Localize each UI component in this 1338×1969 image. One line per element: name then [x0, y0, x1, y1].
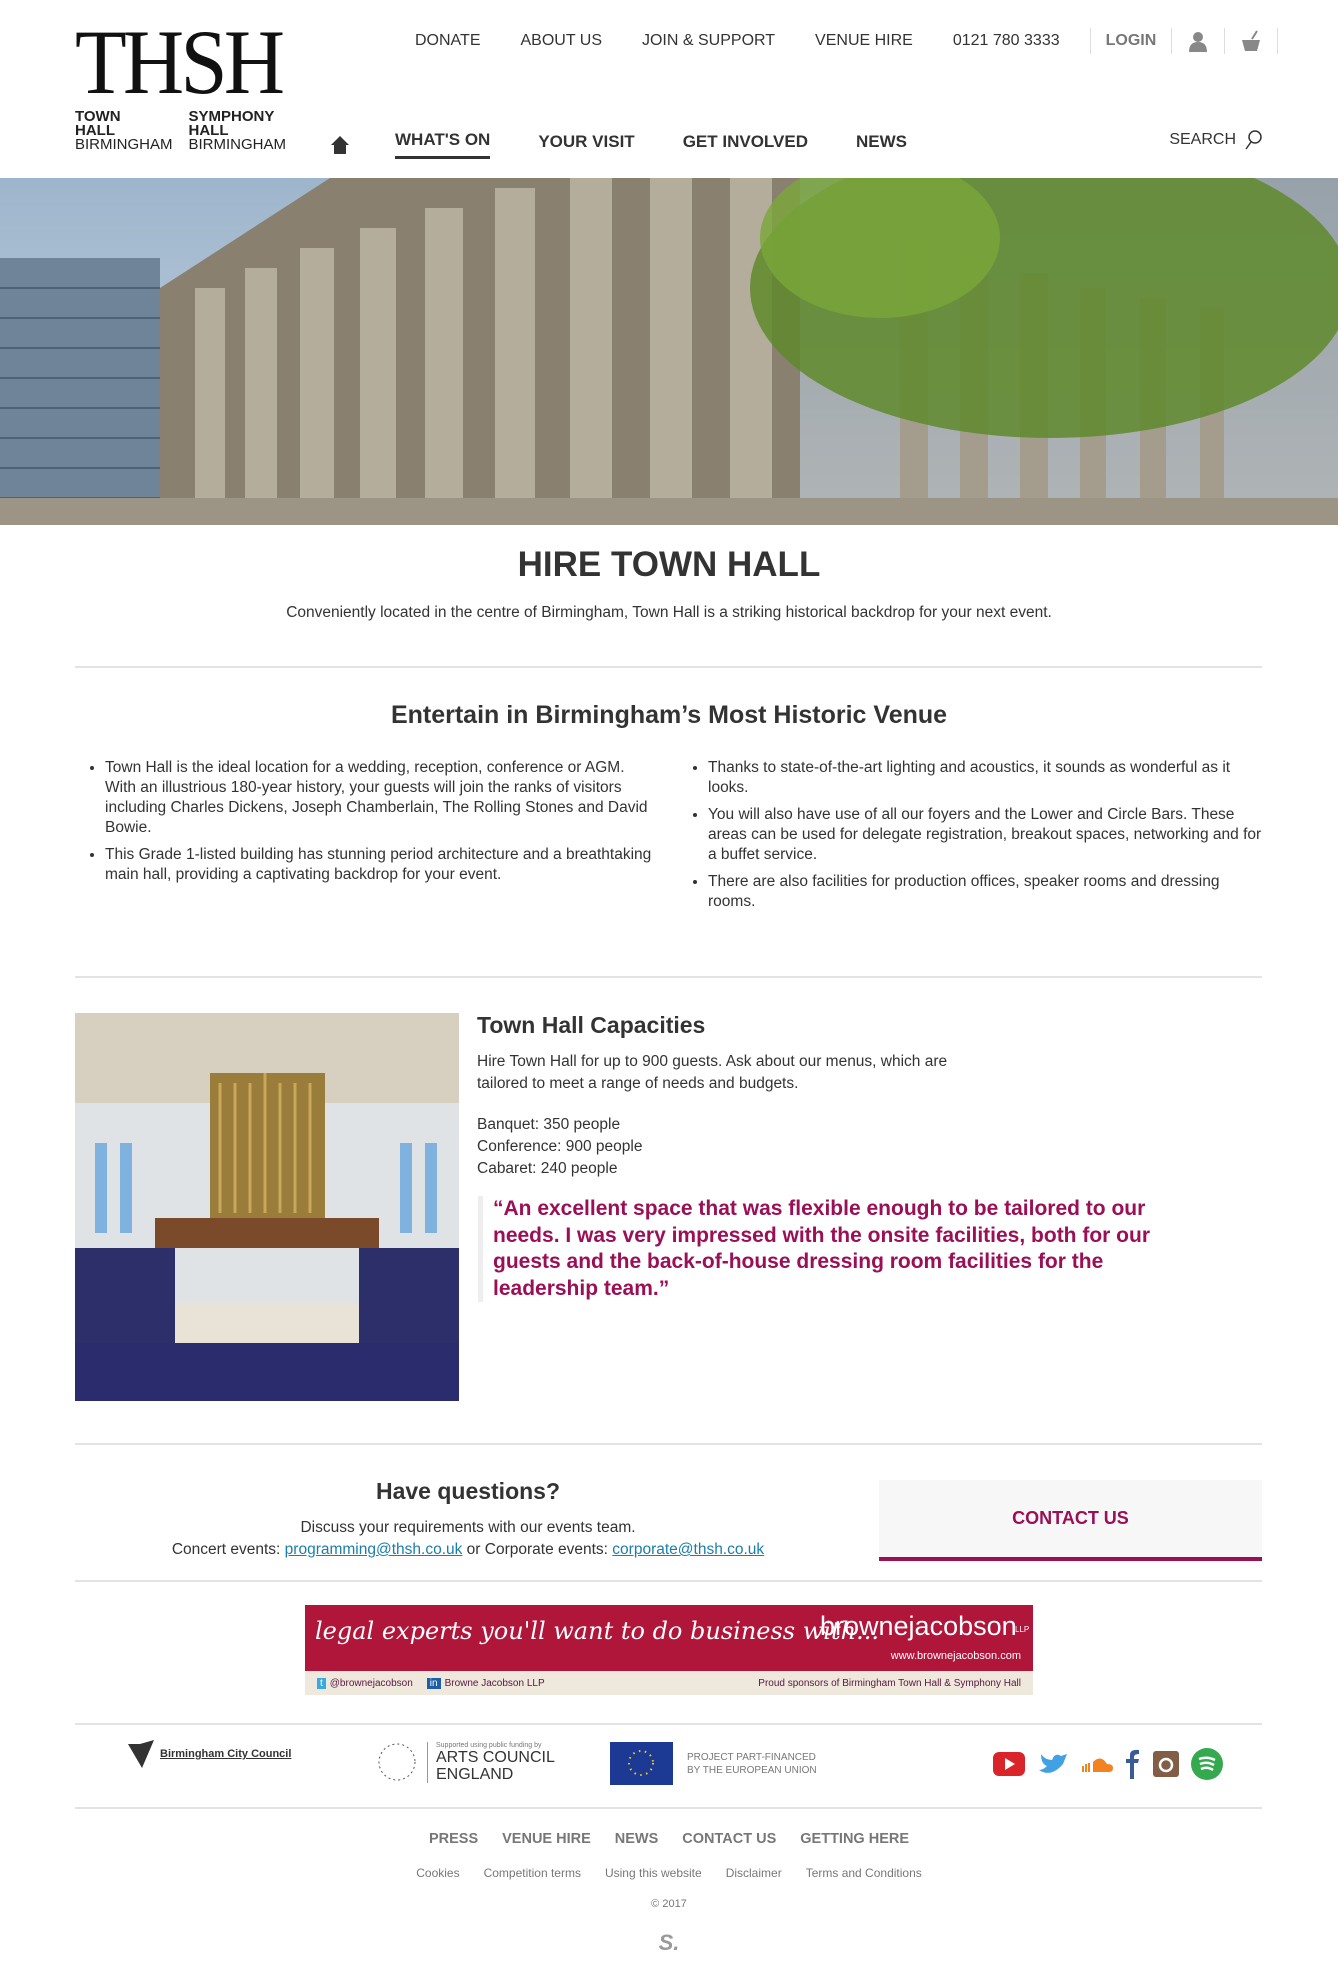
nav-venue-hire[interactable]: VENUE HIRE — [815, 32, 913, 49]
programming-email-link[interactable]: programming@thsh.co.uk — [284, 1541, 463, 1558]
footer-link-venue-hire[interactable]: VENUE HIRE — [502, 1831, 591, 1847]
list-item: • You will also have use of all our foyers and the Lower and Circle Bars. These areas can be used for delegate registration, breakout spaces, networking and for a buffet service. — [708, 805, 1268, 865]
page-title: HIRE TOWN HALL — [517, 545, 821, 584]
basket-icon[interactable] — [1240, 30, 1262, 52]
bcc-label: Birmingham City Council — [160, 1748, 292, 1760]
nav-get-involved[interactable]: GET INVOLVED — [682, 131, 808, 151]
nav-about[interactable]: ABOUT US — [520, 32, 602, 49]
hero-image-town-hall — [0, 178, 1338, 525]
spotify-icon[interactable] — [1191, 1748, 1223, 1780]
footer-nav — [0, 1831, 1338, 1847]
divider — [75, 666, 1262, 668]
footer-link-using-website[interactable]: Using this website — [604, 1866, 702, 1880]
sponsor-banner[interactable] — [305, 1605, 1033, 1695]
nav-join[interactable]: JOIN & SUPPORT — [641, 32, 776, 49]
list-item: • Thanks to state-of-the-art lighting and acoustics, it sounds as wonderful as it looks. — [708, 758, 1268, 798]
capacity-conference: Conference: 900 people — [477, 1138, 643, 1155]
logo-letters: THSH — [75, 11, 282, 113]
divider — [75, 1580, 1262, 1582]
ad-brand: brownejacobson — [820, 1611, 1017, 1641]
footer-legal-links — [0, 1866, 1338, 1880]
footer-link-getting-here[interactable]: GETTING HERE — [800, 1831, 910, 1847]
town-hall-facade-image — [0, 178, 1338, 525]
logo-birmingham: BIRMINGHAM — [75, 136, 173, 153]
divider — [1171, 28, 1172, 54]
youtube-icon[interactable] — [993, 1752, 1025, 1776]
divider — [75, 1723, 1262, 1725]
twitter-icon: t — [317, 1678, 326, 1689]
ace-line2: ENGLAND — [436, 1765, 514, 1783]
list-item: • This Grade 1-listed building has stunning period architecture and a breathtaking main hall, providing a captivating backdrop for your event. — [105, 845, 655, 885]
logo-hall: HALL — [75, 122, 115, 139]
instagram-icon[interactable] — [1153, 1751, 1179, 1777]
phone-number[interactable]: 0121 780 3333 — [952, 32, 1060, 49]
eu-line2: BY THE EUROPEAN UNION — [687, 1764, 817, 1776]
login-link[interactable]: LOGIN — [1105, 32, 1157, 49]
footer-link-cookies[interactable]: Cookies — [416, 1866, 460, 1880]
ad-tagline: legal experts you'll want to do business with... — [315, 1617, 879, 1645]
ace-line1: ARTS COUNCIL — [436, 1748, 555, 1766]
soundcloud-icon[interactable] — [1081, 1754, 1113, 1774]
corporate-email-link[interactable]: corporate@thsh.co.uk — [612, 1541, 765, 1558]
ad-sponsor: Proud sponsors of Birmingham Town Hall & Symphony Hall — [758, 1677, 1021, 1689]
questions-emails — [75, 1541, 861, 1559]
venue-heading: Entertain in Birmingham’s Most Historic Venue — [390, 701, 948, 729]
linkedin-icon: in — [427, 1678, 441, 1689]
concert-hall-interior-image — [75, 1013, 459, 1401]
search-icon — [1244, 130, 1262, 150]
user-icon[interactable] — [1187, 30, 1209, 52]
logo-symphony: SYMPHONY — [188, 108, 275, 125]
divider — [75, 1443, 1262, 1445]
nav-your-visit[interactable]: YOUR VISIT — [538, 131, 635, 151]
list-item: • Town Hall is the ideal location for a wedding, reception, conference or AGM. With an illustrious 180-year history, your guests will join the ranks of visitors including Charles Dickens, Joseph Chamberlain, The Rolling Stones and David Bowie. — [105, 758, 655, 838]
divider — [1090, 28, 1091, 54]
page-subtitle: Conveniently located in the centre of Birmingham, Town Hall is a striking historical backdrop for your next event. — [286, 604, 1052, 621]
divider — [1224, 28, 1225, 54]
divider — [75, 976, 1262, 978]
capacities-heading: Town Hall Capacities — [477, 1012, 706, 1038]
logo[interactable] — [75, 11, 295, 153]
concert-label: Concert events: — [171, 1541, 285, 1558]
footer-link-terms[interactable]: Terms and Conditions — [805, 1866, 922, 1880]
footer-link-competition[interactable]: Competition terms — [483, 1866, 581, 1880]
eu-line1: PROJECT PART-FINANCED — [687, 1751, 816, 1763]
divider — [75, 1807, 1262, 1809]
capacities-intro: Hire Town Hall for up to 900 guests. Ask about our menus, which are tailored to meet a range of needs and budgets. — [477, 1053, 948, 1092]
corporate-label: or Corporate events: — [462, 1541, 613, 1558]
facebook-icon[interactable] — [1125, 1749, 1141, 1779]
ad-linkedin: Browne Jacobson LLP — [444, 1677, 545, 1689]
search-label: SEARCH — [1169, 131, 1236, 148]
logo-town: TOWN — [75, 108, 121, 125]
ad-twitter: @brownejacobson — [329, 1677, 413, 1689]
capacity-list — [477, 1114, 642, 1180]
twitter-icon[interactable] — [1037, 1750, 1069, 1778]
birmingham-city-council-logo[interactable] — [126, 1740, 291, 1768]
bcc-heart-icon — [126, 1740, 156, 1768]
footer-link-press[interactable]: PRESS — [428, 1831, 479, 1847]
social-links — [993, 1748, 1223, 1780]
eu-logo — [610, 1742, 817, 1785]
nav-whats-on[interactable]: WHAT'S ON — [395, 130, 490, 159]
logo-hall2: HALL — [188, 122, 229, 139]
copyright: © 2017 — [651, 1898, 687, 1910]
nav-news[interactable]: NEWS — [856, 131, 907, 151]
list-item: • There are also facilities for production offices, speaker rooms and dressing rooms. — [708, 872, 1268, 912]
footer-link-disclaimer[interactable]: Disclaimer — [725, 1866, 782, 1880]
top-nav — [415, 28, 1293, 54]
main-nav — [330, 130, 955, 159]
footer-link-contact[interactable]: CONTACT US — [682, 1831, 777, 1847]
contact-us-button[interactable]: CONTACT US — [879, 1480, 1262, 1561]
capacity-cabaret: Cabaret: 240 people — [477, 1160, 618, 1177]
questions-text: Discuss your requirements with our events team. — [300, 1519, 636, 1536]
venue-list-right — [678, 758, 1268, 919]
studio-mark-logo[interactable]: S. — [658, 1930, 680, 1955]
venue-list-left — [75, 758, 655, 892]
arts-council-circle-icon — [375, 1740, 419, 1784]
capacity-banquet: Banquet: 350 people — [477, 1116, 621, 1133]
footer-link-news[interactable]: NEWS — [614, 1831, 659, 1847]
arts-council-logo[interactable] — [375, 1740, 555, 1784]
logo-birmingham2: BIRMINGHAM — [188, 136, 286, 153]
nav-donate[interactable]: DONATE — [415, 32, 481, 49]
ad-llp: LLP — [1015, 1625, 1030, 1634]
search-button[interactable] — [1169, 130, 1262, 150]
ad-url: www.brownejacobson.com — [890, 1650, 1021, 1662]
eu-flag-icon — [610, 1742, 673, 1785]
home-icon[interactable] — [330, 135, 350, 155]
main-hall-image — [75, 1013, 459, 1401]
testimonial-quote: “An excellent space that was flexible enough to be tailored to our needs. I was very impressed with the onsite facilities, both for our guests and the back-of-house dressing room facilities for the leadership team.” — [478, 1196, 1178, 1302]
questions-heading: Have questions? — [375, 1478, 561, 1504]
divider — [1277, 28, 1278, 54]
ace-small: Supported using public funding by — [436, 1741, 542, 1749]
